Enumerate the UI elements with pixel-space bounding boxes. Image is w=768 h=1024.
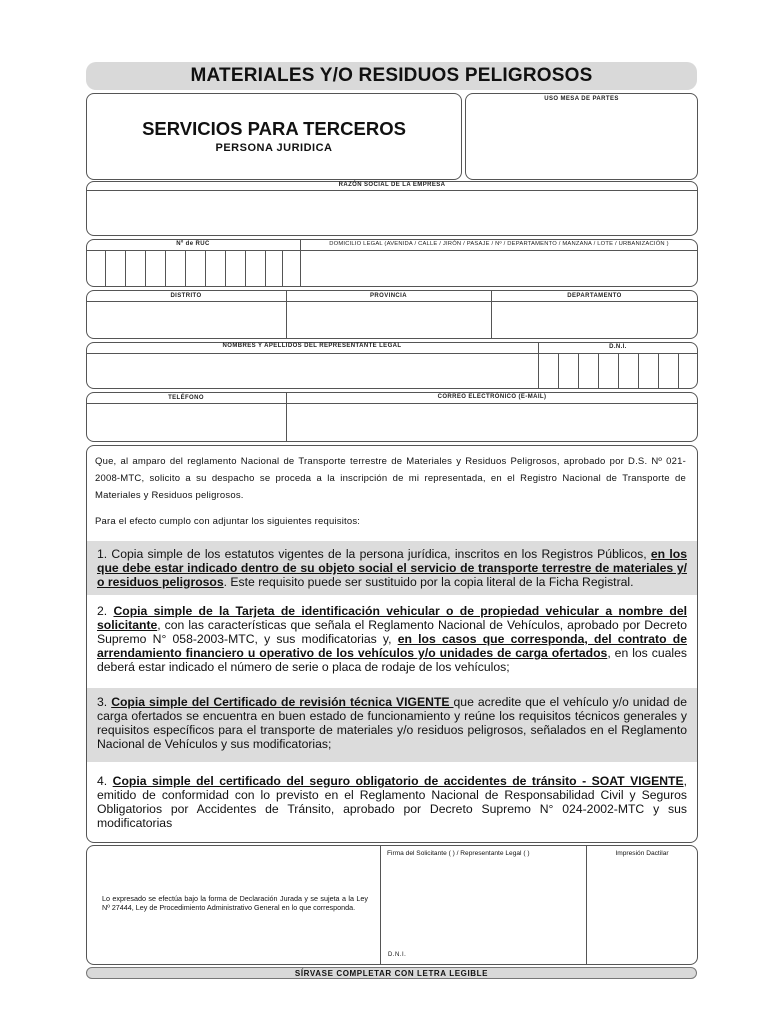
form-title: MATERIALES Y/O RESIDUOS PELIGROSOS	[86, 62, 697, 90]
correo-field[interactable]	[287, 404, 697, 441]
mesa-partes-box[interactable]	[465, 93, 698, 180]
distrito-field[interactable]	[87, 302, 285, 338]
declaracion-jurada-text: Lo expresado se efectúa bajo la forma de Declaración Jurada y se sujeta a la Ley Nº 27444, Ley de Procedimiento Administrativo General en lo que corresponda.	[102, 894, 368, 912]
mesa-partes-label: USO MESA DE PARTES	[544, 96, 619, 102]
departamento-field[interactable]	[492, 302, 697, 338]
letra-legible-notice: SÍRVASE COMPLETAR CON LETRA LEGIBLE	[86, 967, 697, 979]
header-subtitle: PERSONA JURIDICA	[215, 142, 333, 154]
distrito-label: DISTRITO	[170, 293, 202, 299]
representante-field[interactable]	[87, 354, 537, 388]
departamento-label: DEPARTAMENTO	[567, 293, 622, 299]
ruc-label: Nº de RUC	[176, 241, 210, 247]
telefono-field[interactable]	[87, 404, 285, 441]
requisito-3: 3. Copia simple del Certificado de revisión técnica VIGENTE que acredite que el vehículo y/o unidad de carga ofertados se encuentra en buen estado de funcionamiento y reúne los requisitos técnicos generales y requisitos específicos para el transporte de materiales y/o residuos peligrosos, señalados en el Reglamento Nacional de Vehículos y sus modificatorias;	[87, 688, 697, 762]
telefono-label: TELÉFONO	[168, 395, 204, 401]
requisito-1: 1. Copia simple de los estatutos vigentes de la persona jurídica, inscritos en los Registros Públicos, en los que debe estar indicado dentro de su objeto social el servicio de transporte terrestre de materiales y/ o residuos peligrosos. Este requisito puede ser sustituido por la copia literal de la Ficha Registral.	[87, 541, 697, 595]
ruc-digit-cells[interactable]	[86, 250, 300, 287]
domicilio-label: DOMICILIO LEGAL (AVENIDA / CALLE / JIRÓN / PASAJE / Nº / DEPARTAMENTO / MANZANA / LOTE / URBANIZACIÓN )	[329, 241, 669, 247]
dni-label: D.N.I.	[609, 344, 627, 350]
provincia-label: PROVINCIA	[370, 293, 407, 299]
impresion-dactilar-field[interactable]	[588, 860, 696, 964]
requisito-4: 4. Copia simple del certificado del seguro obligatorio de accidentes de tránsito - SOAT VIGENTE, emitido de conformidad con lo previsto en el Reglamento Nacional de Responsabilidad Civil y Seguros Obligatorios por Accidentes de Tránsito, aprobado por Decreto Supremo N° 024-2002-MTC y sus modificatorias	[97, 774, 687, 830]
impresion-dactilar-label: Impresión Dactilar	[615, 850, 669, 857]
provincia-field[interactable]	[287, 302, 490, 338]
correo-label: CORREO ELECTRÓNICO (E-MAIL)	[437, 394, 547, 400]
dni-digit-cells[interactable]	[538, 353, 698, 389]
firma-label: Firma del Solicitante ( ) / Representante Legal ( )	[387, 850, 530, 857]
representante-label: NOMBRES Y APELLIDOS DEL REPRESENTANTE LEGAL	[222, 343, 402, 349]
intro-requisitos-heading: Para el efecto cumplo con adjuntar los siguientes requisitos:	[95, 516, 361, 527]
domicilio-field[interactable]	[301, 251, 697, 286]
requisito-2: 2. Copia simple de la Tarjeta de identificación vehicular o de propiedad vehicular a nombre del solicitante, con las características que señala el Reglamento Nacional de Vehículos, aprobado por Decreto Supremo N° 058-2003-MTC, y sus modificatorias y, en los casos que corresponda, del contrato de arrendamiento financiero u operativo de los vehículos y/o unidades de carga ofertados, en los cuales deberá estar indicado el número de serie o placa de rodaje de los vehículos;	[97, 604, 687, 674]
intro-paragraph: Que, al amparo del reglamento Nacional de Transporte terrestre de Materiales y Residuos Peligrosos, aprobado por D.S. Nº 021-2008-MTC, solicito a su despacho se proceda a la inscripción de mi representada, en el Registro Nacional de Transporte de Materiales y Residuos peligrosos.	[95, 456, 686, 501]
razon-social-label: RAZÓN SOCIAL DE LA EMPRESA	[338, 182, 446, 188]
firma-field[interactable]	[382, 860, 585, 945]
firma-dni-label: D.N.I.	[388, 952, 407, 958]
header-main-title: SERVICIOS PARA TERCEROS	[142, 118, 406, 139]
